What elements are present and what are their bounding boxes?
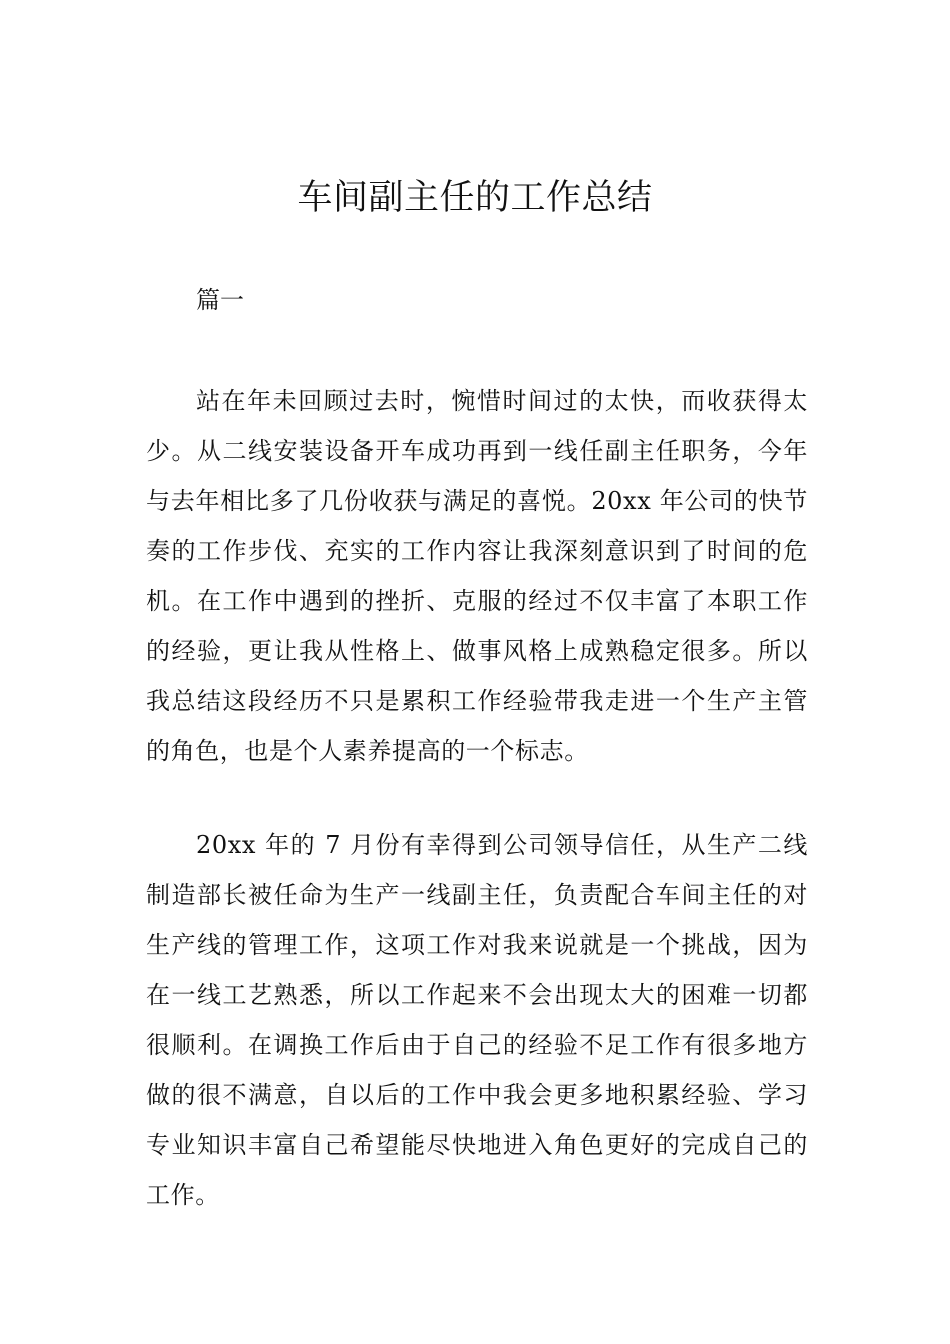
- body-paragraph-1: 站在年未回顾过去时，惋惜时间过的太快，而收获得太少。从二线安装设备开车成功再到一线任副主任职务，今年与去年相比多了几份收获与满足的喜悦。20xx 年公司的快节奏的工作步伐、充实的工作内容让我深刻意识到了时间的危机。在工作中遇到的挫折、克服的经过不仅丰富了本职工作的经验，更让我从性格上、做事风格上成熟稳定很多。所以我总结这段经历不只是累积工作经验带我走进一个生产主管的角色，也是个人素养提高的一个标志。: [146, 387, 808, 765]
- document-title: 车间副主任的工作总结: [297, 178, 653, 218]
- body-paragraph-2: 20xx 年的 7 月份有幸得到公司领导信任，从生产二线制造部长被任命为生产一线副主任，负责配合车间主任的对生产线的管理工作，这项工作对我来说就是一个挑战，因为在一线工艺熟悉，所以工作起来不会出现太大的困难一切都很顺利。在调换工作后由于自己的经验不足工作有很多地方做的很不满意，自以后的工作中我会更多地积累经验、学习专业知识丰富自己希望能尽快地进入角色更好的完成自己的工作。: [146, 831, 808, 1209]
- section-label: 篇一: [196, 286, 244, 314]
